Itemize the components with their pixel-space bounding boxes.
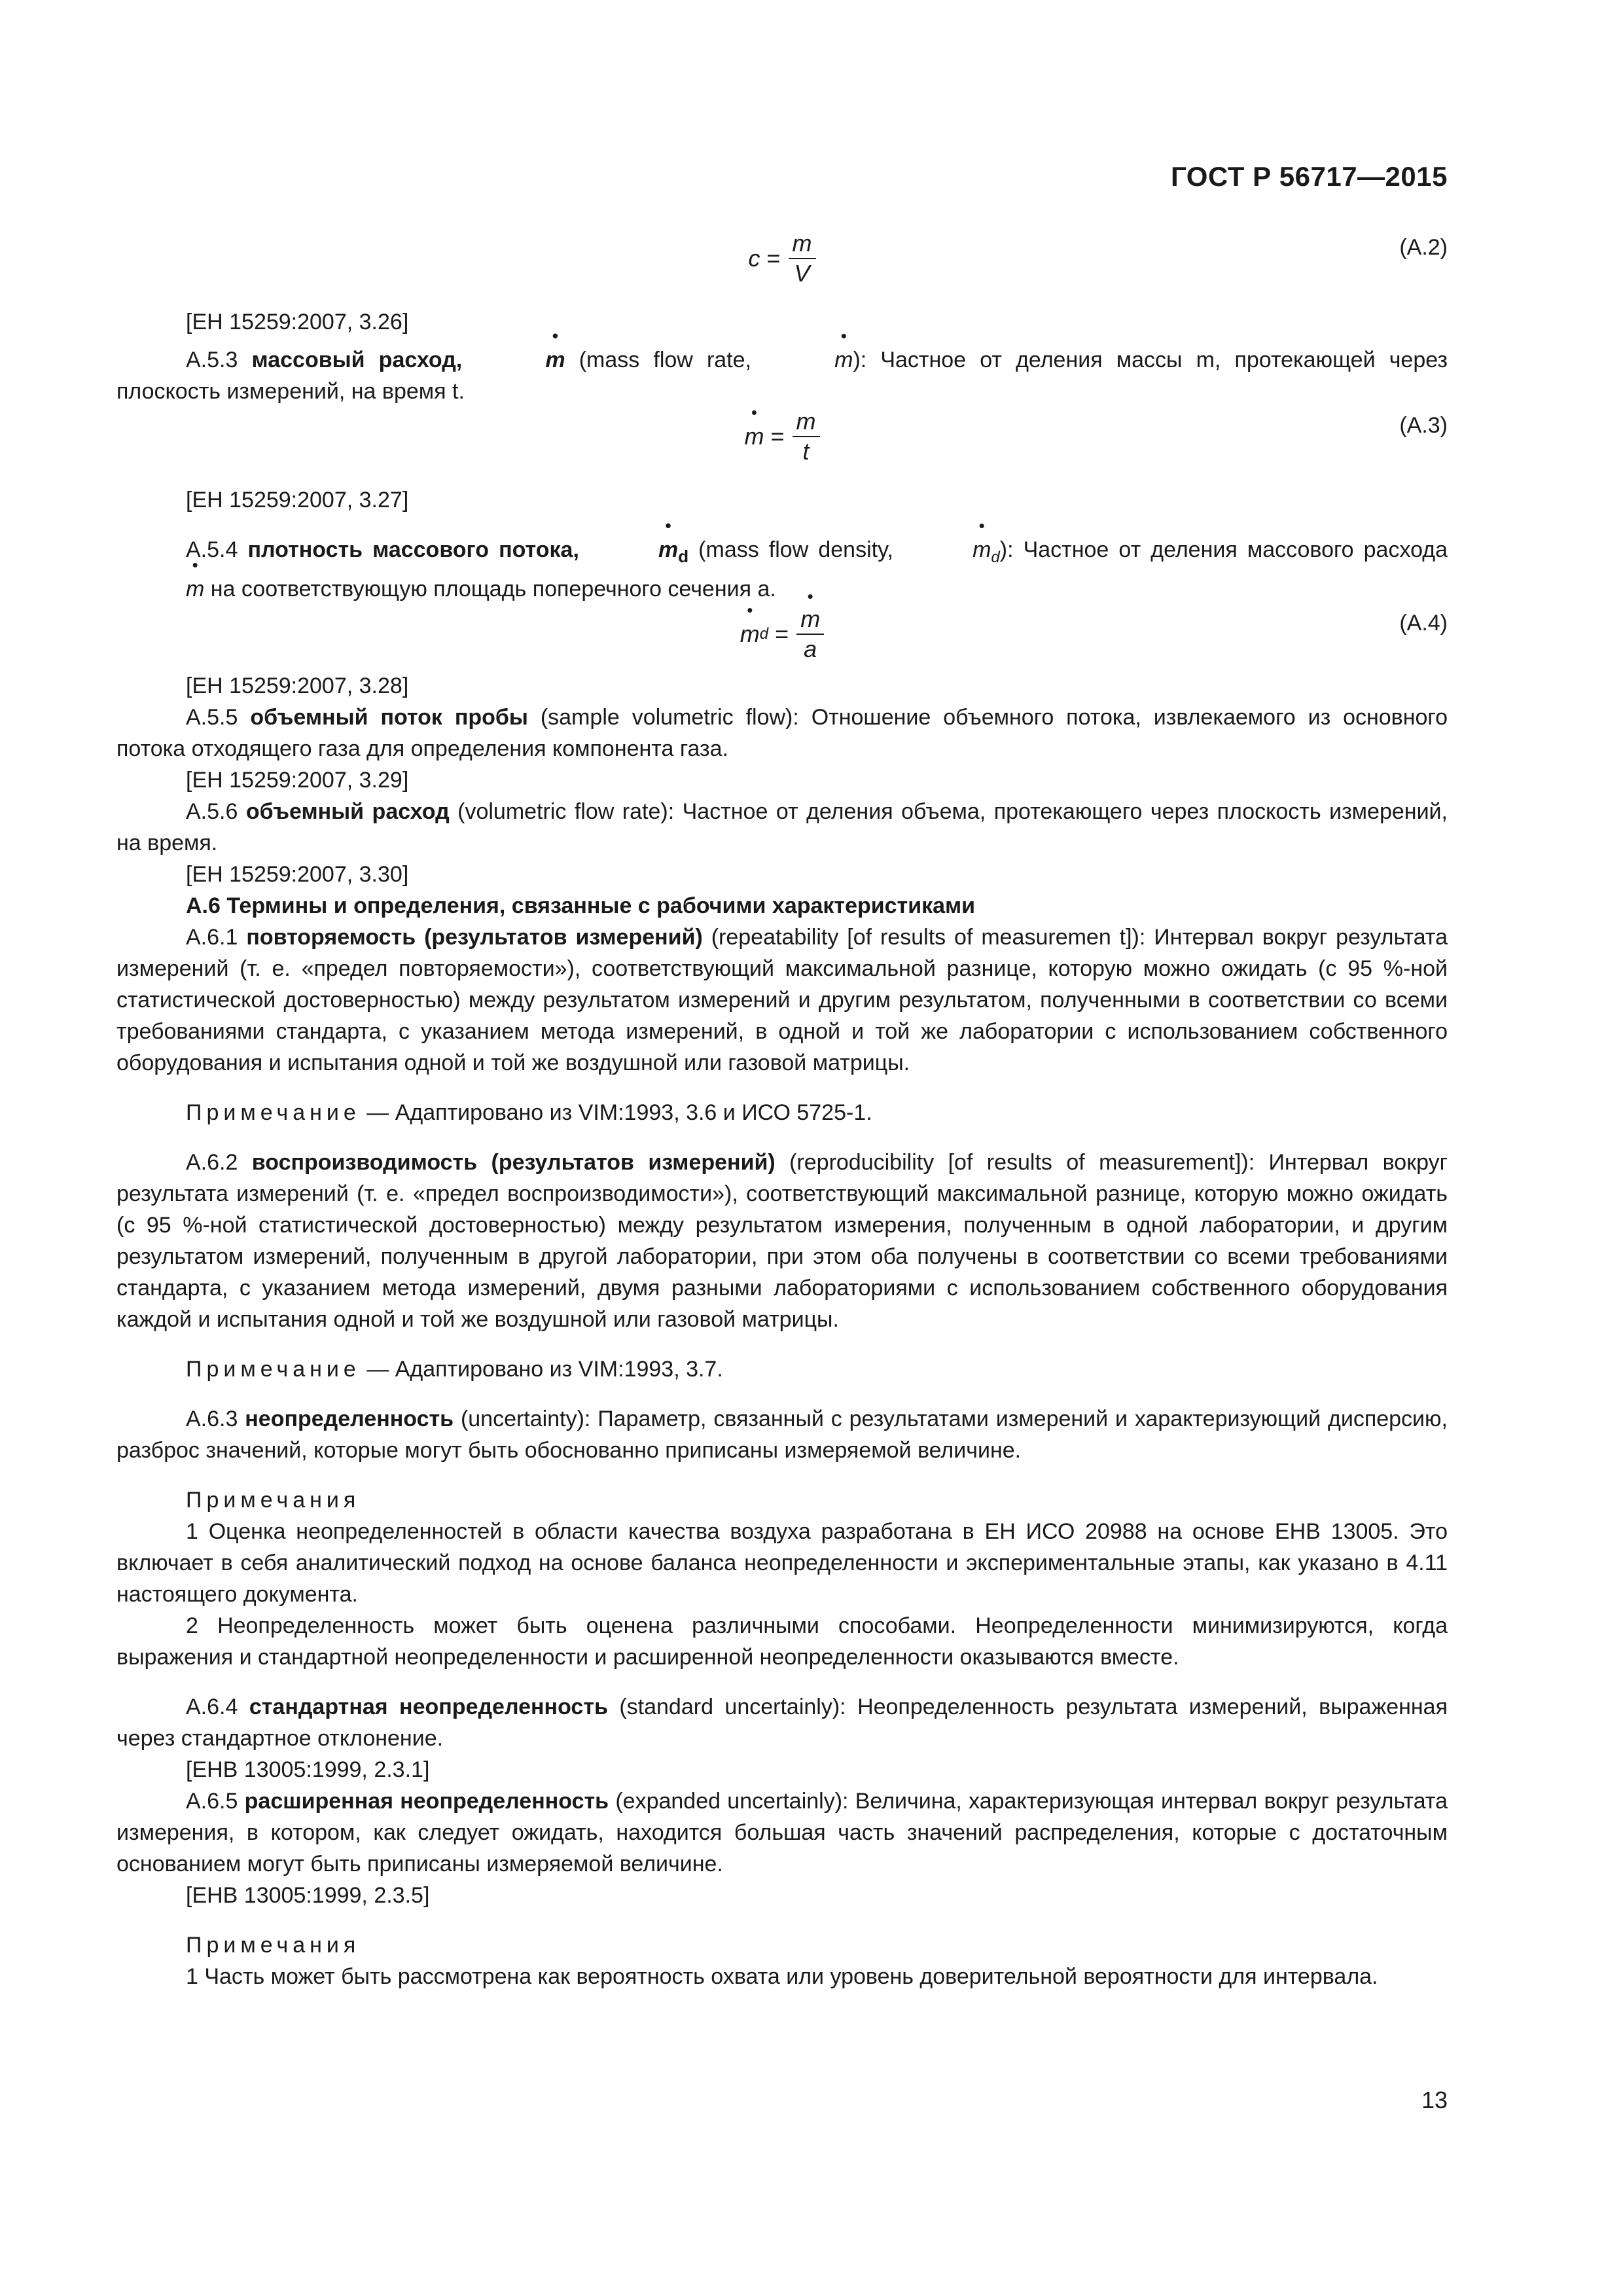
- document-code: ГОСТ Р 56717—2015: [1171, 161, 1448, 192]
- term-a54-def-part1: ): Частное от деления массового расхода: [999, 537, 1448, 562]
- reference-a52: [EH 15259:2007, 3.26]: [186, 310, 409, 334]
- notes-a65-label: Примечания: [186, 1933, 361, 1958]
- page-number: 13: [1421, 2087, 1448, 2113]
- term-a62-definition: (reproducibility [of results of measurement]): Интервал вокруг результата измерений (т. е. «предел воспроизводимости»), соответствующий максимальной разнице, которую можно ожидать (с 95 %-ной статистической достоверностью) между результатом измерения, полученным в одной лаборатории, и другим результатом измерений, полученным в другой лаборатории, при этом оба получены в соответствии со всеми требованиями стандарта, с указанием метода измерений, двумя разными лабораториями с использованием собственного оборудования каждой и испытания одной и той же воздушной или газовой матрицы.: [116, 1150, 1448, 1332]
- term-a65-number: A.6.5: [186, 1789, 238, 1814]
- formula-a3: [116, 407, 1448, 466]
- term-a64-definition: (standard uncertainly): Неопределенность результата измерений, выраженная через стандартное отклонение.: [116, 1695, 1448, 1751]
- formula-a2-numerator: m: [789, 229, 816, 259]
- term-a54-symbol: • m: [589, 534, 678, 565]
- term-a56-name: объемный расход: [245, 799, 450, 824]
- term-a53-number: A.5.3: [186, 348, 238, 372]
- term-a61-name: повторяемость (результатов измерений): [246, 925, 703, 950]
- formula-a2-lhs: c: [748, 245, 760, 272]
- formula-a3-number: (A.3): [1399, 413, 1448, 438]
- term-a55-definition: (sample volumetric flow): Отношение объемного потока, извлекаемого из основного потока отходящего газа для определения компонента газа.: [116, 705, 1448, 761]
- formula-a3-eq: =: [770, 423, 785, 450]
- formula-a4-numerator: • m: [796, 605, 824, 635]
- term-a53-definition: ): Частное от деления массы m, протекающей через плоскость измерений, на время t.: [116, 348, 1448, 404]
- term-a54-symbol-sub: d: [678, 547, 689, 566]
- note-a61-text: — Адаптировано из VIM:1993, 3.6 и ИСО 5725-1.: [360, 1100, 872, 1125]
- term-a55-name: объемный поток пробы: [250, 705, 528, 730]
- notes-a63-item-1: 1 Оценка неопределенностей в области качества воздуха разработана в EH ИСО 20988 на основе EHB 13005. Это включает в себя аналитический подход на основе баланса неопределенности и экспериментальные этапы, как указано в 4.11 настоящего документа.: [116, 1519, 1448, 1607]
- term-a53-en-open: (mass flow rate,: [565, 348, 766, 372]
- term-a62: [116, 1147, 1448, 1335]
- term-a65-name: расширенная неопределенность: [244, 1789, 609, 1814]
- term-a56-definition: (volumetric flow rate): Частное от деления объема, протекающего через плоскость измерений, на время.: [116, 799, 1448, 855]
- page-content: [116, 229, 1448, 1992]
- formula-a2: [116, 229, 1448, 288]
- term-a56-number: A.5.6: [186, 799, 238, 824]
- formula-a3-fraction: [793, 407, 820, 466]
- formula-a3-lhs: • m: [744, 421, 764, 452]
- term-a55-number: A.5.5: [186, 705, 238, 730]
- term-a64-name: стандартная неопределенность: [249, 1695, 608, 1719]
- reference-a54: [EH 15259:2007, 3.28]: [186, 673, 409, 698]
- note-a62-text: — Адаптировано из VIM:1993, 3.7.: [360, 1357, 723, 1382]
- notes-a63-item-2: 2 Неопределенность может быть оценена различными способами. Неопределенности минимизируются, когда выражения и стандартной неопределенности и расширенной неопределенности оказываются вместе.: [116, 1613, 1448, 1670]
- term-a61-definition: (repeatability [of results of measuremen t]): Интервал вокруг результата измерений (т. е. «предел повторяемости»), соответствующий максимальной разнице, которую можно ожидать (с 95 %-ной статистической достоверностью) между результатом измерений и другим результатом, полученными в соответствии со всеми требованиями стандарта, с указанием метода измерений, в одной и той же лаборатории с использованием собственного оборудования и испытания одной и той же воздушной или газовой матрицы.: [116, 925, 1448, 1075]
- formula-a2-eq: =: [766, 245, 781, 272]
- term-a54-def-part2: на соответствующую площадь поперечного сечения a.: [204, 577, 776, 601]
- term-a54-number: A.5.4: [186, 537, 238, 562]
- term-a63: [116, 1403, 1448, 1466]
- term-a55: [116, 702, 1448, 764]
- term-a54-en-open: (mass flow density,: [688, 537, 904, 562]
- term-a63-definition: (uncertainty): Параметр, связанный с результатами измерений и характеризующий дисперсию, разброс значений, которые могут быть обоснованно приписаны измеряемой величине.: [116, 1407, 1448, 1463]
- formula-a3-numerator: m: [793, 407, 820, 437]
- term-a65-definition: (expanded uncertainly): Величина, характеризующая интервал вокруг результата измерения, в котором, как следует ожидать, находится большая часть значений распределения, которые с достаточным основанием могут быть приписаны измеряемой величине.: [116, 1789, 1448, 1876]
- notes-a63-label: Примечания: [186, 1488, 361, 1513]
- note-a61: [116, 1097, 1448, 1128]
- formula-a2-denominator: V: [794, 260, 810, 287]
- term-a61: [116, 922, 1448, 1079]
- reference-a64: [EHB 13005:1999, 2.3.1]: [186, 1757, 430, 1782]
- term-a54-def-symbol: • m: [116, 573, 204, 605]
- note-a62: [116, 1354, 1448, 1385]
- term-a64-number: A.6.4: [186, 1695, 238, 1719]
- formula-a2-fraction: [789, 229, 816, 288]
- term-a61-number: A.6.1: [186, 925, 238, 950]
- formula-a4-fraction: [796, 605, 824, 664]
- reference-a65: [EHB 13005:1999, 2.3.5]: [186, 1883, 430, 1908]
- term-a53-en-symbol: • m: [765, 344, 853, 376]
- formula-a4-number: (A.4): [1399, 611, 1448, 636]
- formula-a4-lhs-sub: d: [759, 625, 769, 643]
- reference-a53: [EH 15259:2007, 3.27]: [186, 488, 409, 512]
- reference-a55: [EH 15259:2007, 3.29]: [186, 768, 409, 793]
- term-a63-number: A.6.3: [186, 1407, 238, 1431]
- term-a54: [116, 534, 1448, 605]
- term-a54-en-symbol: • m: [903, 534, 991, 565]
- term-a53-symbol: • m: [476, 344, 565, 376]
- formula-a4-lhs: • m: [740, 619, 760, 650]
- reference-a56: [EH 15259:2007, 3.30]: [186, 862, 409, 887]
- formula-a4-eq: =: [775, 620, 789, 647]
- formula-a2-number: (A.2): [1399, 235, 1448, 260]
- note-a61-label: Примечание: [186, 1100, 361, 1125]
- term-a62-number: A.6.2: [186, 1150, 238, 1175]
- section-heading-a6: A.6 Термины и определения, связанные с рабочими характеристиками: [186, 893, 976, 918]
- term-a53-name: массовый расход,: [251, 348, 463, 372]
- formula-a3-denominator: t: [802, 438, 810, 465]
- formula-a4: [116, 605, 1448, 664]
- term-a56: [116, 796, 1448, 859]
- term-a54-en-sub: d: [991, 548, 1000, 566]
- formula-a4-denominator: a: [804, 636, 817, 662]
- term-a62-name: воспроизводимость (результатов измерений): [251, 1150, 776, 1175]
- note-a62-label: Примечание: [186, 1357, 361, 1382]
- term-a53: [116, 344, 1448, 407]
- notes-a65-item-1: 1 Часть может быть рассмотрена как вероятность охвата или уровень доверительной вероятности для интервала.: [186, 1964, 1378, 1989]
- term-a54-name: плотность массового потока,: [247, 537, 579, 562]
- term-a64: [116, 1691, 1448, 1754]
- term-a65: [116, 1785, 1448, 1880]
- term-a63-name: неопределенность: [245, 1407, 454, 1431]
